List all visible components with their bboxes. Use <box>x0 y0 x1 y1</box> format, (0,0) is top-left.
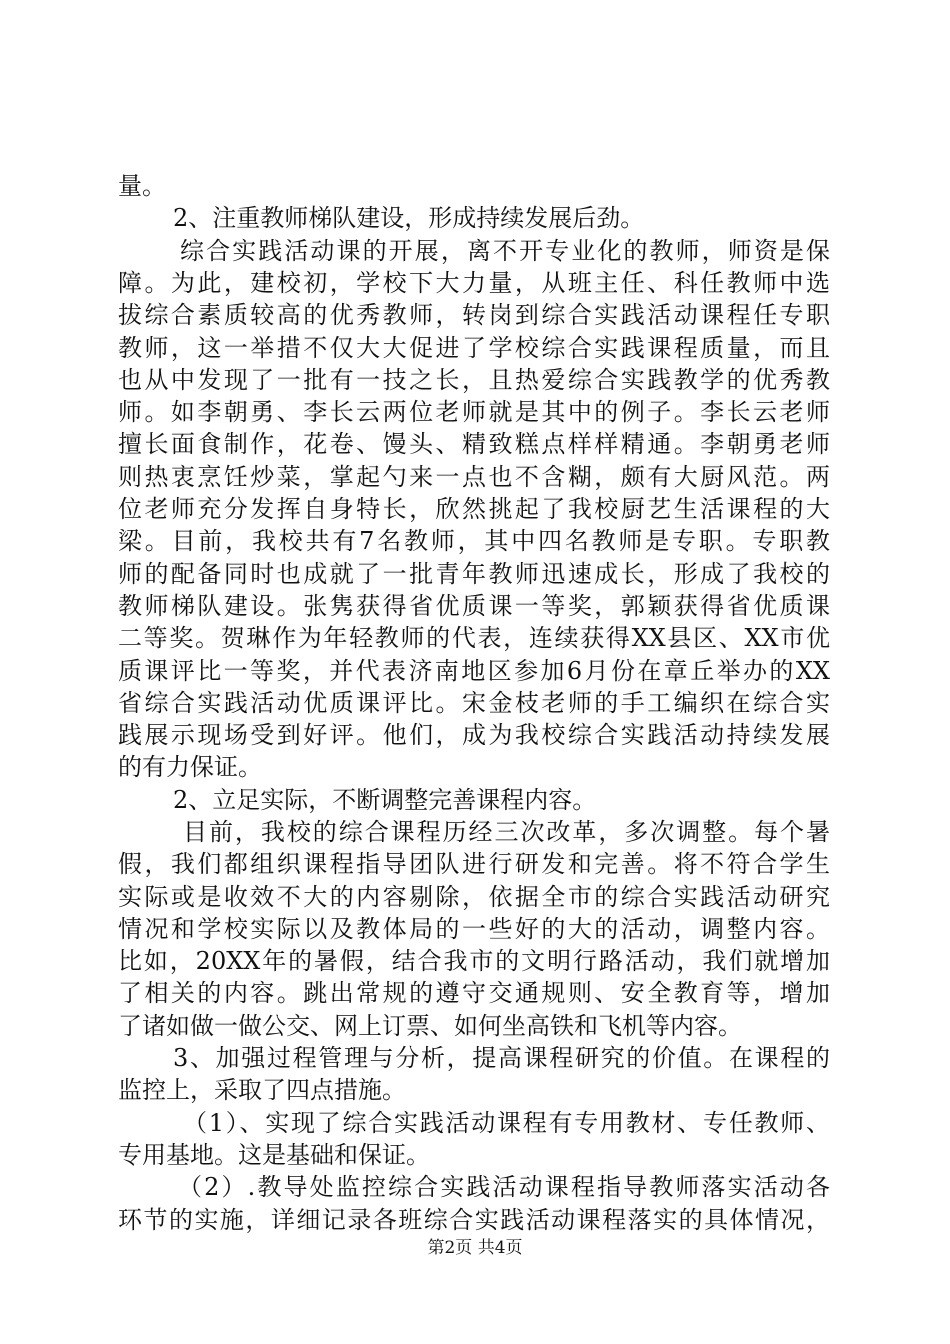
text-line: 位老师充分发挥自身特长，欣然挑起了我校厨艺生活课程的大 <box>118 495 830 523</box>
text-line: 障。为此，建校初，学校下大力量，从班主任、科任教师中选 <box>118 269 830 297</box>
text-line: 了诸如做一做公交、网上订票、如何坐高铁和飞机等内容。 <box>118 1012 742 1040</box>
text-line: 假，我们都组织课程指导团队进行研发和完善。将不符合学生 <box>118 850 830 878</box>
text-line: （1）、实现了综合实践活动课程有专用教材、专任教师、 <box>183 1109 830 1137</box>
text-line: 梁。目前，我校共有7名教师，其中四名教师是专职。专职教 <box>118 527 830 555</box>
page-footer: 第2页 共4页 <box>427 1238 523 1258</box>
text-line: 二等奖。贺琳作为年轻教师的代表，连续获得XX县区、XX市优 <box>118 624 830 652</box>
text-line: 环节的实施，详细记录各班综合实践活动课程落实的具体情况， <box>118 1206 830 1234</box>
text-line: 情况和学校实际以及教体局的一些好的大的活动，调整内容。 <box>118 915 830 943</box>
text-line: 教师梯队建设。张隽获得省优质课一等奖，郭颖获得省优质课 <box>118 592 830 620</box>
text-line: 的有力保证。 <box>118 753 262 781</box>
text-line: 践展示现场受到好评。他们，成为我校综合实践活动持续发展 <box>118 721 830 749</box>
text-line: 则热衷烹饪炒菜，掌起勺来一点也不含糊，颇有大厨风范。两 <box>118 463 830 491</box>
text-line: 监控上，采取了四点措施。 <box>118 1076 406 1104</box>
section-heading: 2、立足实际，不断调整完善课程内容。 <box>173 786 597 814</box>
text-line: 师。如李朝勇、李长云两位老师就是其中的例子。李长云老师 <box>118 398 830 426</box>
text-line: 质课评比一等奖，并代表济南地区参加6月份在章丘举办的XX <box>118 657 830 685</box>
text-line: 擅长面食制作，花卷、馒头、精致糕点样样精通。李朝勇老师 <box>118 430 830 458</box>
text-line: 教师，这一举措不仅大大促进了学校综合实践课程质量，而且 <box>118 334 830 362</box>
text-line: 了相关的内容。跳出常规的遵守交通规则、安全教育等，增加 <box>118 979 830 1007</box>
section-heading: 3、加强过程管理与分析，提高课程研究的价值。在课程的 <box>173 1044 830 1072</box>
text-line: 也从中发现了一批有一技之长，且热爱综合实践教学的优秀教 <box>118 366 830 394</box>
text-line: 目前，我校的综合课程历经三次改革，多次调整。每个暑 <box>183 818 830 846</box>
text-line: 拔综合素质较高的优秀教师，转岗到综合实践活动课程任专职 <box>118 301 830 329</box>
section-heading: 2、注重教师梯队建设，形成持续发展后劲。 <box>173 204 645 232</box>
text-line: 省综合实践活动优质课评比。宋金枝老师的手工编织在综合实 <box>118 689 830 717</box>
text-line: 实际或是收效不大的内容剔除，依据全市的综合实践活动研究 <box>118 883 830 911</box>
text-line: （2）.教导处监控综合实践活动课程指导教师落实活动各 <box>178 1173 830 1201</box>
text-line: 量。 <box>118 172 166 200</box>
text-line: 综合实践活动课的开展，离不开专业化的教师，师资是保 <box>180 237 830 265</box>
text-line: 专用基地。这是基础和保证。 <box>118 1141 430 1169</box>
text-line: 比如，20XX年的暑假，结合我市的文明行路活动，我们就增加 <box>118 947 830 975</box>
text-line: 师的配备同时也成就了一批青年教师迅速成长，形成了我校的 <box>118 560 830 588</box>
